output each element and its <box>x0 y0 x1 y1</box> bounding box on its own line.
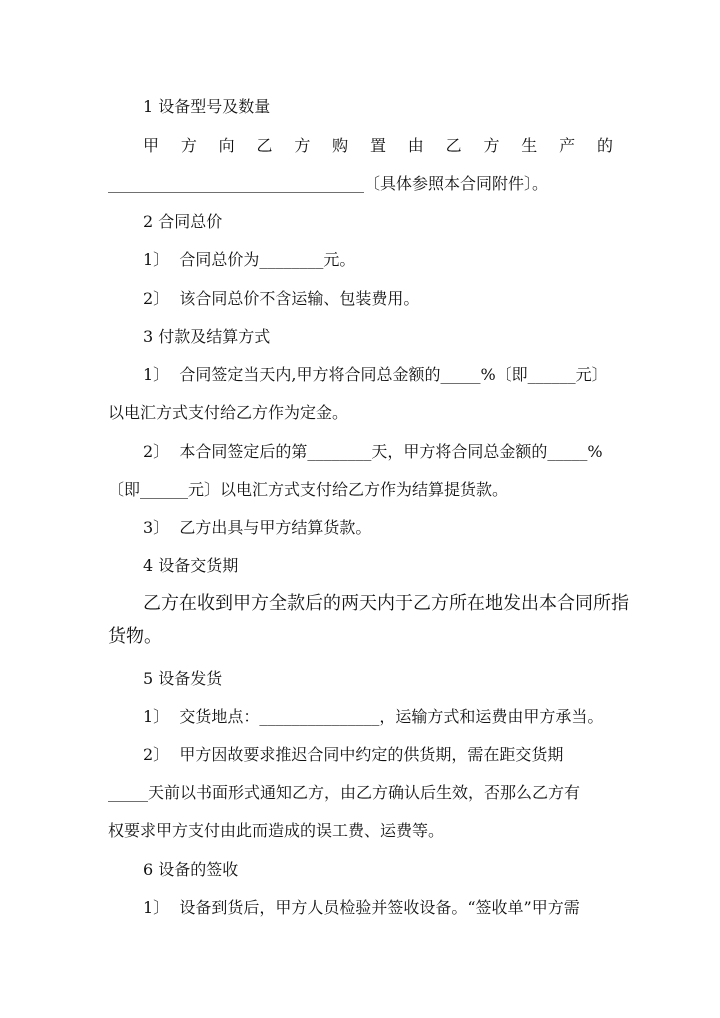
paragraph-line: 〔即______元〕以电汇方式支付给乙方作为结算提货款。 <box>108 480 509 499</box>
list-item: 3〕 乙方出具与甲方结算货款。 <box>143 518 372 537</box>
paragraph-line: 货物。 <box>108 626 162 647</box>
spaced-character: 产 <box>559 136 576 155</box>
spaced-character: 置 <box>369 136 386 155</box>
section-heading-3: 3 付款及结算方式 <box>143 327 271 346</box>
spaced-character: 甲 <box>143 136 160 155</box>
spaced-character: 方 <box>294 136 311 155</box>
spaced-character: 方 <box>180 136 197 155</box>
list-item: 1〕 合同签定当天内,甲方将合同总金额的_____%〔即______元〕 <box>143 365 608 384</box>
paragraph-line: 乙方在收到甲方全款后的两天内于乙方所在地发出本合同所指 <box>143 593 629 614</box>
spaced-character: 由 <box>407 136 424 155</box>
list-item: 1〕 交货地点：_______________，运输方式和运费由甲方承当。 <box>143 707 604 726</box>
spaced-character: 乙 <box>256 136 273 155</box>
spaced-character: 方 <box>483 136 500 155</box>
section-heading-6: 6 设备的签收 <box>143 860 239 879</box>
list-item: 2〕 本合同签定后的第________天，甲方将合同总金额的_____% <box>143 442 603 461</box>
spaced-character: 乙 <box>445 136 462 155</box>
paragraph-line-spaced <box>143 135 613 157</box>
spaced-character: 生 <box>521 136 538 155</box>
paragraph-line: _____天前以书面形式通知乙方，由乙方确认后生效，否那么乙方有 <box>108 783 581 802</box>
section-heading-5: 5 设备发货 <box>143 669 223 688</box>
section-heading-1: 1 设备型号及数量 <box>143 97 271 116</box>
paragraph-line: 权要求甲方支付由此而造成的误工费、运费等。 <box>108 821 445 840</box>
spaced-character: 购 <box>332 136 349 155</box>
section-heading-4: 4 设备交货期 <box>143 556 239 575</box>
paragraph-line: ________________________________〔具体参照本合同附件〕。 <box>108 174 549 193</box>
section-heading-2: 2 合同总价 <box>143 212 223 231</box>
list-item: 2〕 甲方因故要求推迟合同中约定的供货期，需在距交货期 <box>143 745 564 764</box>
list-item: 1〕 设备到货后，甲方人员检验并签收设备。“签收单”甲方需 <box>143 898 580 917</box>
spaced-character: 向 <box>218 136 235 155</box>
paragraph-line: 以电汇方式支付给乙方作为定金。 <box>108 403 349 422</box>
spaced-character: 的 <box>596 136 613 155</box>
list-item: 2〕 该合同总价不含运输、包装费用。 <box>143 289 420 308</box>
list-item: 1〕 合同总价为________元。 <box>143 250 356 269</box>
